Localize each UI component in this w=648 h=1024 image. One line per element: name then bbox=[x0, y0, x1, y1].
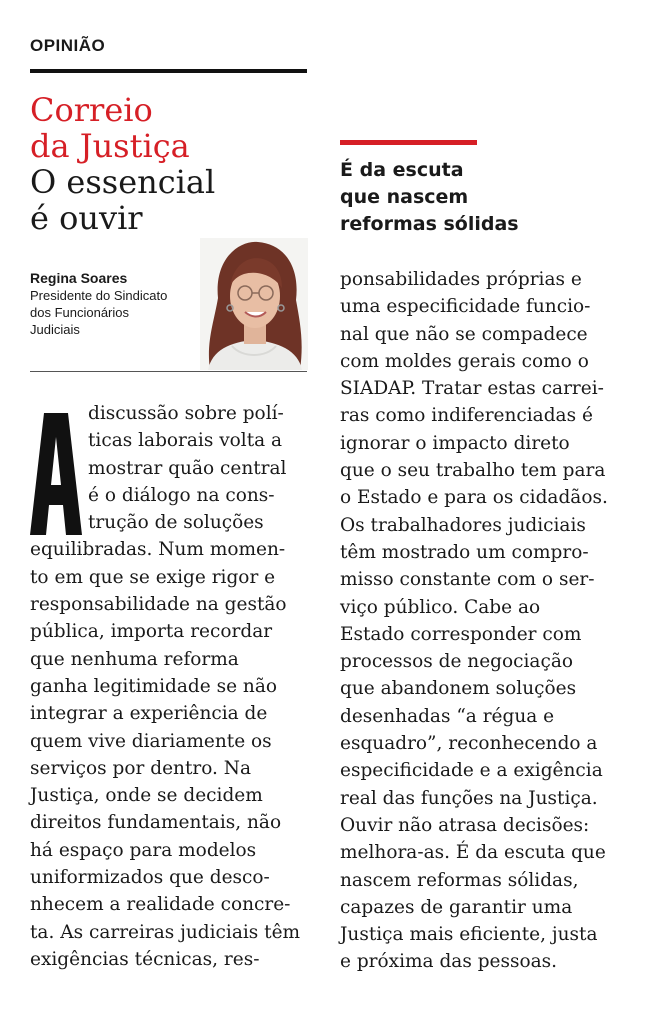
text-line: o Estado e para os cidadãos. bbox=[340, 487, 608, 509]
text-line: especificidade e a exigência bbox=[340, 760, 603, 782]
article-column-2 bbox=[340, 266, 625, 976]
pullquote-line: que nascem bbox=[340, 186, 469, 208]
text-line: ignorar o impacto direto bbox=[340, 432, 570, 454]
text-line: esquadro”, reconhecendo a bbox=[340, 733, 598, 755]
text-line: Os trabalhadores judiciais bbox=[340, 514, 586, 536]
text-line: exigências técnicas, res- bbox=[30, 948, 260, 970]
author-role-line-2: dos Funcionários bbox=[30, 305, 129, 320]
text-line: responsabilidade na gestão bbox=[30, 594, 287, 616]
pullquote-line: É da escuta bbox=[340, 159, 464, 181]
text-line: trução de soluções bbox=[88, 512, 264, 534]
text-line: que o seu trabalho tem para bbox=[340, 460, 606, 482]
text-line: com moldes gerais como o bbox=[340, 350, 589, 372]
text-line: serviços por dentro. Na bbox=[30, 757, 252, 779]
text-line: ganha legitimidade se não bbox=[30, 675, 277, 697]
author-role-line-3: Judiciais bbox=[30, 322, 80, 337]
author-divider bbox=[30, 371, 307, 372]
column-title bbox=[30, 92, 320, 236]
text-line: uma especificidade funcio- bbox=[340, 296, 591, 318]
text-line: viço público. Cabe ao bbox=[340, 596, 541, 618]
text-line: melhora-as. É da escuta que bbox=[340, 842, 606, 864]
author-role-line-1: Presidente do Sindicato bbox=[30, 288, 168, 303]
text-line: é o diálogo na cons- bbox=[88, 484, 275, 506]
text-line: uniformizados que desco- bbox=[30, 867, 270, 889]
text-line: SIADAP. Tratar estas carrei- bbox=[340, 378, 604, 400]
pullquote bbox=[340, 157, 560, 238]
author-portrait-illustration bbox=[200, 238, 308, 370]
author-name: Regina Soares bbox=[30, 270, 128, 286]
section-label: OPINIÃO bbox=[30, 36, 106, 55]
text-line: mostrar quão central bbox=[88, 457, 287, 479]
text-line: há espaço para modelos bbox=[30, 839, 257, 861]
text-line: que nenhuma reforma bbox=[30, 648, 239, 670]
text-line: nal que não se compadece bbox=[340, 323, 588, 345]
headline-line-2: é ouvir bbox=[30, 199, 143, 237]
text-line: ras como indiferenciadas é bbox=[340, 405, 593, 427]
text-line: que abandonem soluções bbox=[340, 678, 577, 700]
pullquote-accent-bar bbox=[340, 140, 477, 145]
pullquote-line: reformas sólidas bbox=[340, 213, 519, 235]
headline-line-1: O essencial bbox=[30, 163, 216, 201]
text-line: to em que se exige rigor e bbox=[30, 566, 276, 588]
text-line: Justiça, onde se decidem bbox=[30, 785, 263, 807]
text-line: e próxima das pessoas. bbox=[340, 951, 558, 973]
article-column-1 bbox=[30, 400, 315, 973]
author-photo bbox=[200, 238, 308, 370]
text-line: equilibradas. Num momen- bbox=[30, 539, 286, 561]
text-line: Ouvir não atrasa decisões: bbox=[340, 814, 590, 836]
column-name-line-2: da Justiça bbox=[30, 127, 190, 165]
text-line: quem vive diariamente os bbox=[30, 730, 272, 752]
text-line: Estado corresponder com bbox=[340, 623, 582, 645]
text-line: real das funções na Justiça. bbox=[340, 787, 598, 809]
text-line: têm mostrado um compro- bbox=[340, 541, 589, 563]
text-line: ticas laborais volta a bbox=[88, 430, 283, 452]
text-line: capazes de garantir uma bbox=[340, 896, 573, 918]
column-name-line-1: Correio bbox=[30, 91, 153, 129]
text-line: processos de negociação bbox=[340, 651, 573, 673]
text-line: desenhadas “a régua e bbox=[340, 705, 555, 727]
text-line: ponsabilidades próprias e bbox=[340, 269, 582, 290]
text-line: direitos fundamentais, não bbox=[30, 812, 282, 834]
text-line: integrar a experiência de bbox=[30, 703, 268, 725]
text-line: discussão sobre polí- bbox=[88, 403, 284, 424]
author-block bbox=[30, 269, 200, 338]
text-line: pública, importa recordar bbox=[30, 621, 273, 643]
section-divider bbox=[30, 69, 307, 73]
text-line: nascem reformas sólidas, bbox=[340, 869, 579, 891]
text-line: ta. As carreiras judiciais têm bbox=[30, 921, 301, 943]
text-line: nhecem a realidade concre- bbox=[30, 894, 291, 916]
text-line: misso constante com o ser- bbox=[340, 569, 595, 591]
text-line: Justiça mais eficiente, justa bbox=[340, 924, 598, 946]
